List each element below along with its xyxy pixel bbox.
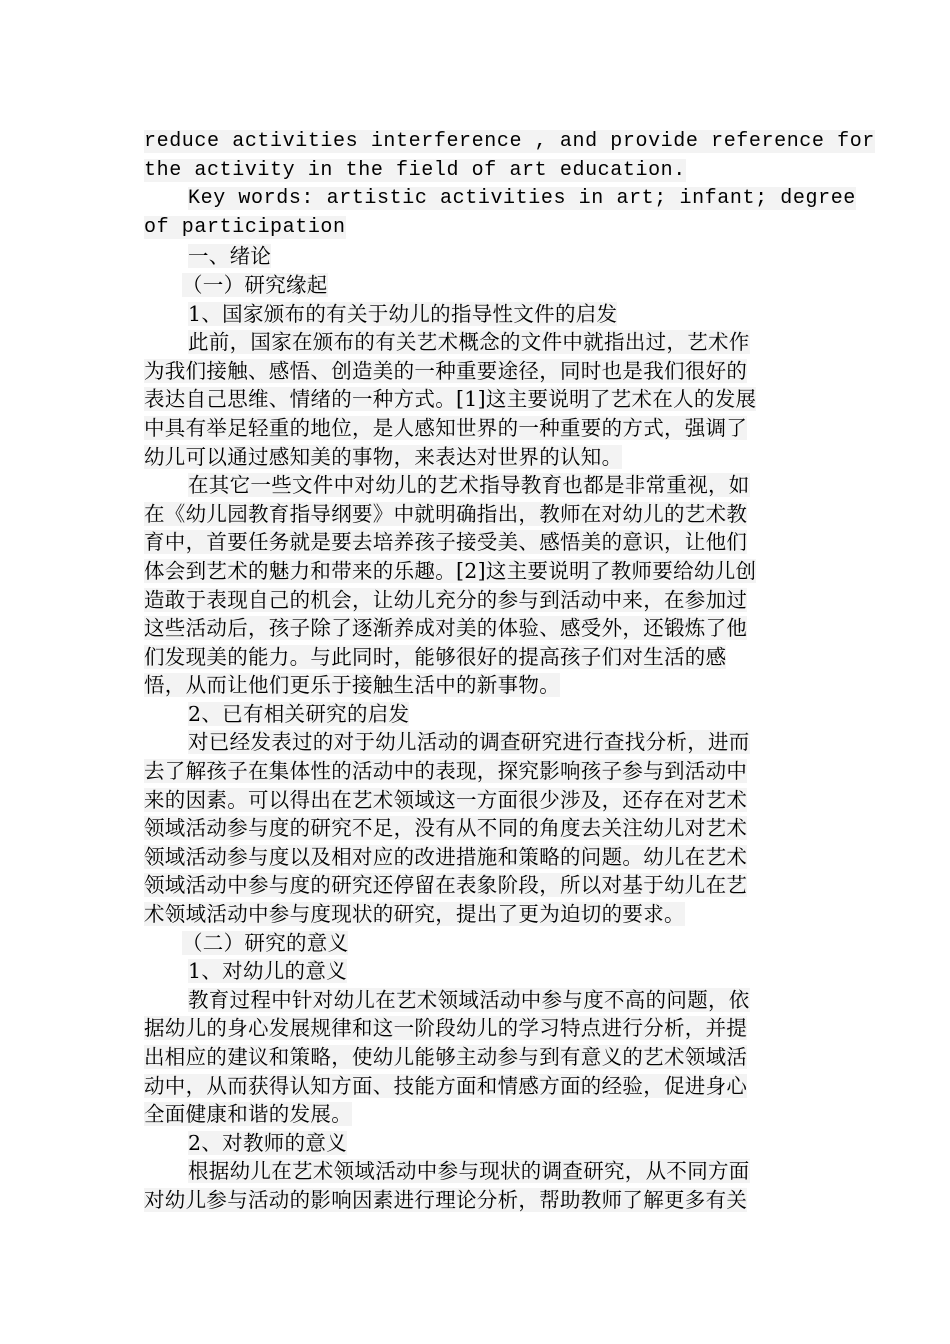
paragraph-line: 在其它一些文件中对幼儿的艺术指导教育也都是非常重视，如 <box>188 473 750 498</box>
paragraph-line: 中具有举足轻重的地位，是人感知世界的一种重要的方式，强调了 <box>144 415 748 440</box>
paragraph-line: 根据幼儿在艺术领域活动中参与现状的调查研究，从不同方面 <box>188 1159 750 1184</box>
paragraph-line: 悟，从而让他们更乐于接触生活中的新事物。 <box>144 673 560 698</box>
paragraph-line: 们发现美的能力。与此同时，能够很好的提高孩子们对生活的感 <box>144 644 727 669</box>
item-title: 2、已有相关研究的启发 <box>188 701 410 726</box>
section-title: 一、绪论 <box>188 244 272 269</box>
paragraph-line: 领域活动参与度的研究不足，没有从不同的角度去关注幼儿对艺术 <box>144 816 748 841</box>
paragraph-line: 这些活动后，孩子除了逐渐养成对美的体验、感受外，还锻炼了他 <box>144 616 748 641</box>
paragraph-line: 教育过程中针对幼儿在艺术领域活动中参与度不高的问题，依 <box>188 987 750 1012</box>
paragraph-line: 领域活动中参与度的研究还停留在表象阶段，所以对基于幼儿在艺 <box>144 873 748 898</box>
subsection-title: （二）研究的意义 <box>182 930 349 955</box>
abstract-line <box>144 157 806 186</box>
abstract-line <box>144 128 875 157</box>
item-heading <box>144 1129 806 1158</box>
paragraph-line: 为我们接触、感悟、创造美的一种重要途径，同时也是我们很好的 <box>144 358 748 383</box>
item-title: 1、国家颁布的有关于幼儿的指导性文件的启发 <box>188 301 618 326</box>
paragraph-line: 体会到艺术的魅力和带来的乐趣。[2]这主要说明了教师要给幼儿创 <box>144 558 757 583</box>
paragraph-line: 对幼儿参与活动的影响因素进行理论分析，帮助教师了解更多有关 <box>144 1187 748 1212</box>
subsection-heading <box>144 271 806 300</box>
paragraph-line: 造敢于表现自己的机会，让幼儿充分的参与到活动中来，在参加过 <box>144 587 748 612</box>
keywords-text: of participation <box>144 215 346 239</box>
paragraph <box>144 1157 806 1214</box>
paragraph-line: 育中，首要任务就是要去培养孩子接受美、感悟美的意识，让他们 <box>144 530 748 555</box>
paragraph-line: 在《幼儿园教育指导纲要》中就明确指出，教师在对幼儿的艺术教 <box>144 501 748 526</box>
paragraph-line: 幼儿可以通过感知美的事物，来表达对世界的认知。 <box>144 444 623 469</box>
section-heading <box>144 242 806 271</box>
subsection-title: （一）研究缘起 <box>182 272 328 297</box>
abstract-tail <box>144 128 875 185</box>
abstract-text: reduce activities interference , and provide reference for <box>144 130 875 153</box>
item-title: 1、对幼儿的意义 <box>188 959 347 984</box>
item-heading <box>144 957 806 986</box>
item-heading <box>144 300 806 329</box>
paragraph-line: 出相应的建议和策略，使幼儿能够主动参与到有意义的艺术领域活 <box>144 1045 748 1069</box>
paragraph <box>144 728 806 928</box>
paragraph <box>144 471 806 700</box>
abstract-text: the activity in the field of art education. <box>144 158 686 182</box>
paragraph-line: 来的因素。可以得出在艺术领域这一方面很少涉及，还存在对艺术 <box>144 787 748 812</box>
keywords <box>144 185 856 242</box>
paragraph-line: 术领域活动中参与度现状的研究，提出了更为迫切的要求。 <box>144 902 685 927</box>
paragraph-line: 动中，从而获得认知方面、技能方面和情感方面的经验，促进身心 <box>144 1073 748 1098</box>
keywords-line <box>144 214 806 243</box>
item-heading <box>144 700 806 729</box>
paragraph-line: 据幼儿的身心发展规律和这一阶段幼儿的学习特点进行分析，并提 <box>144 1016 748 1041</box>
item-title: 2、对教师的意义 <box>188 1130 347 1155</box>
paragraph <box>144 328 806 471</box>
paragraph-line: 去了解孩子在集体性的活动中的表现，探究影响孩子参与到活动中 <box>144 759 748 784</box>
subsection-heading <box>144 929 806 958</box>
paragraph-line: 全面健康和谐的发展。 <box>144 1102 352 1127</box>
keywords-line <box>144 185 856 214</box>
paragraph-line: 表达自己思维、情绪的一种方式。[1]这主要说明了艺术在人的发展 <box>144 387 757 412</box>
paragraph <box>144 986 806 1129</box>
paragraph-line: 对已经发表过的对于幼儿活动的调查研究进行查找分析，进而 <box>188 730 750 755</box>
keywords-text: Key words: artistic activities in art; infant; degree <box>188 187 856 211</box>
paragraph-line: 此前，国家在颁布的有关艺术概念的文件中就指出过，艺术作 <box>188 330 750 355</box>
document-page <box>144 128 875 1215</box>
paragraph-line: 领域活动参与度以及相对应的改进措施和策略的问题。幼儿在艺术 <box>144 844 748 869</box>
